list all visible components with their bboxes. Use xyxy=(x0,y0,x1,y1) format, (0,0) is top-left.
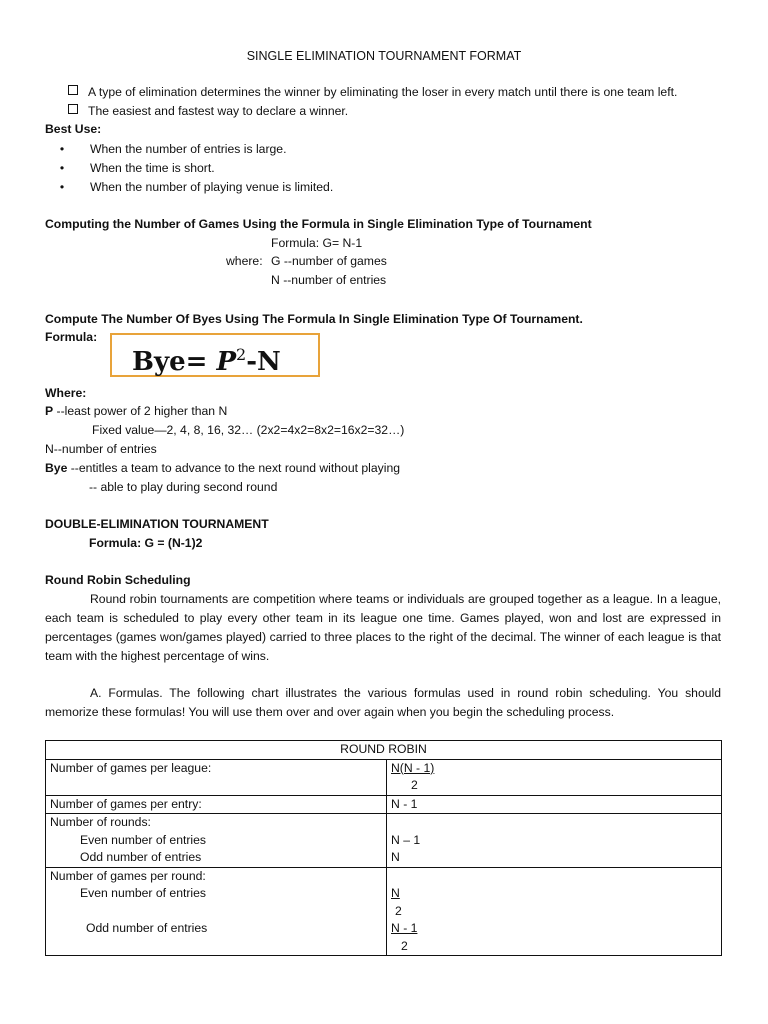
best-use-item: • When the number of entries is large. xyxy=(50,141,286,157)
round-robin-paragraph: Round robin tournaments are competition where teams or individuals are grouped together as a league. In a league, each team is scheduled to play every other team in its league one time. Games played, won and lost are expressed in percentages (games won/games played) carried to three places to the right of the decimal. The winner of each league is that team with the highest percentage of wins. xyxy=(45,592,721,663)
bye-definition-2: -- able to play during second round xyxy=(89,480,278,494)
round-robin-heading: Round Robin Scheduling xyxy=(45,573,191,587)
table-row xyxy=(46,741,722,760)
bye-definition: Bye --entitles a team to advance to the next round without playing xyxy=(45,461,401,475)
n-definition: N--number of entries xyxy=(45,442,157,456)
intro-point-2: The easiest and fastest way to declare a winner. xyxy=(68,103,348,119)
checkbox-bullet-icon xyxy=(68,85,78,95)
formulas-paragraph: A. Formulas. The following chart illustrates the various formulas used in round robin scheduling. You should memorize these formulas! You will use them over and over again when you begin the scheduling process. xyxy=(45,686,721,719)
best-use-heading: Best Use: xyxy=(45,122,102,136)
page-title: SINGLE ELIMINATION TOURNAMENT FORMAT xyxy=(246,49,522,63)
best-use-item: • When the time is short. xyxy=(50,160,215,176)
p-definition: P --least power of 2 higher than N xyxy=(45,404,228,418)
table-cell: Number of games per round: Even number of entries Odd number of entries xyxy=(46,867,387,956)
round-robin-table xyxy=(45,740,722,956)
double-elim-heading: DOUBLE-ELIMINATION TOURNAMENT xyxy=(45,517,269,531)
byes-formula-label: Formula: xyxy=(45,330,98,344)
games-n-definition: N --number of entries xyxy=(271,273,387,287)
table-cell: N 2 N - 1 2 xyxy=(387,867,722,956)
table-cell: N - 1 xyxy=(387,795,722,814)
games-where-label: where: xyxy=(226,254,263,268)
checkbox-bullet-icon xyxy=(68,104,78,114)
games-section-heading: Computing the Number of Games Using the Formula in Single Elimination Type of Tournament xyxy=(45,217,592,231)
table-cell: Number of games per league: xyxy=(46,759,387,795)
byes-where-label: Where: xyxy=(45,386,87,400)
bye-formula-box xyxy=(110,333,320,377)
games-formula: Formula: G= N-1 xyxy=(271,236,363,250)
bye-formula: $Bye= P^2-N$ xyxy=(132,345,281,377)
table-row xyxy=(46,795,722,814)
table-cell: N(N - 1) 2 xyxy=(387,759,722,795)
table-cell: Number of rounds: Even number of entries Odd number of entries xyxy=(46,814,387,868)
table-header: ROUND ROBIN xyxy=(46,741,722,760)
bullet-dot-icon: • xyxy=(59,180,65,194)
table-row xyxy=(46,867,722,956)
table-cell: N – 1 N xyxy=(387,814,722,868)
table-row xyxy=(46,814,722,868)
fixed-value-line: Fixed value—2, 4, 8, 16, 32… (2x2=4x2=8x2=16x2=32…) xyxy=(92,423,405,437)
bullet-dot-icon: • xyxy=(59,161,65,175)
bullet-dot-icon: • xyxy=(59,142,65,156)
best-use-item: • When the number of playing venue is limited. xyxy=(50,179,333,195)
games-g-definition: G --number of games xyxy=(271,254,387,268)
double-elim-formula: Formula: G = (N-1)2 xyxy=(89,536,203,550)
table-cell: Number of games per entry: xyxy=(46,795,387,814)
intro-point-1: A type of elimination determines the winner by eliminating the loser in every match until there is one team left. xyxy=(68,84,677,100)
table-row xyxy=(46,759,722,795)
byes-section-heading: Compute The Number Of Byes Using The Formula In Single Elimination Type Of Tournament. xyxy=(45,312,583,326)
